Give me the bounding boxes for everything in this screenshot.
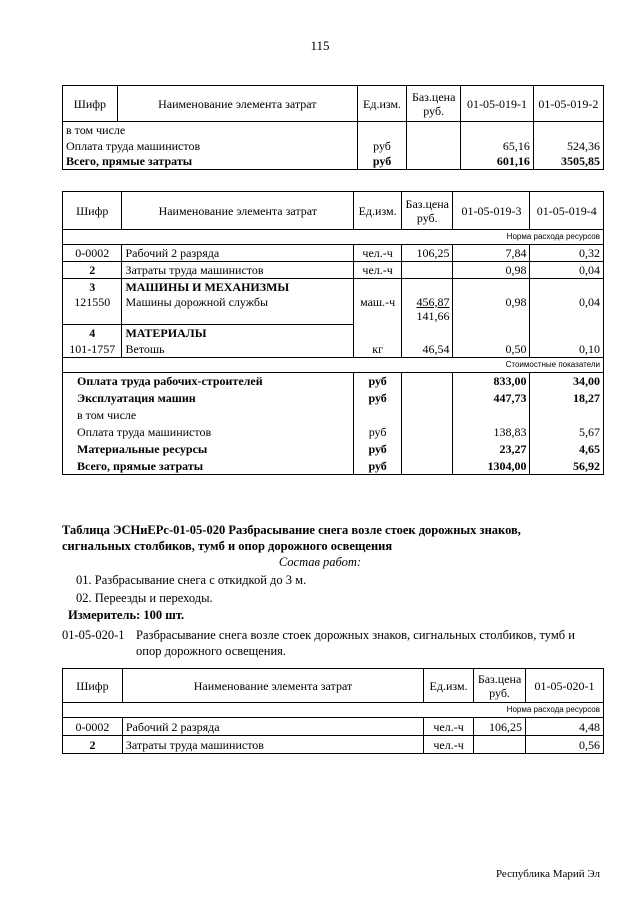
cost-table-3 [62,668,604,754]
footer-region: Республика Марий Эл [495,868,600,880]
table-row: Материальные ресурсы руб 23,27 4,65 [63,441,604,458]
table-row: Оплата труда рабочих-строителей руб 833,00 34,00 [63,373,604,390]
item-description-line1: Разбрасывание снега возле стоек дорожных знаков, сигнальных столбиков, тумб и [136,628,575,642]
table-row: 2 Затраты труда машинистов чел.-ч 0,56 [63,736,604,754]
table-row: 0-0002 Рабочий 2 разряда чел.-ч 106,25 4,48 [63,718,604,736]
table-row: 2 Затраты труда машинистов чел.-ч 0,98 0,04 [63,262,604,279]
section-row: 4 МАТЕРИАЛЫ [63,325,604,341]
table-row: Эксплуатация машин руб 447,73 18,27 [63,390,604,407]
cost-table-2 [62,191,604,475]
header-code: Шифр [63,192,122,230]
header-name: Наименование элемента затрат [117,86,357,122]
header-unit: Ед.изм. [354,192,402,230]
section-title-line2: сигнальных столбиков, тумб и опор дорожного освещения [62,539,393,553]
table-row: 0-0002 Рабочий 2 разряда чел.-ч 106,25 7,84 0,32 [63,245,604,262]
header-col-b: 01-05-019-2 [533,86,603,122]
machine-price-labor: 141,66 [416,308,450,323]
item-code: 01-05-020-1 [62,628,125,642]
cost-label: Стоимостные показатели [63,358,604,373]
header-col-a: 01-05-019-1 [461,86,534,122]
table-row: Оплата труда машинистов руб 138,83 5,67 [63,424,604,441]
table-row: Всего, прямые затраты руб 1304,00 56,92 [63,458,604,475]
machine-price-total: 456,87 [416,294,450,309]
table-row: Оплата труда машинистов руб 65,16 524,36 [63,138,604,154]
work-item-1: 01. Разбрасывание снега с откидкой до 3 м. [76,573,307,587]
cost-table-1 [62,85,604,170]
header-name: Наименование элемента затрат [122,192,354,230]
norm-label: Норма расхода ресурсов [63,230,604,245]
table-row: в том числе [63,407,604,424]
page-number: 115 [310,38,330,53]
section-row: 3 МАШИНЫ И МЕХАНИЗМЫ [63,279,604,295]
header-code: Шифр [63,669,123,703]
table-row: 121550 Машины дорожной службы маш.-ч 456,87 141,66 0,98 0,04 [63,295,604,325]
header-code: Шифр [63,86,118,122]
header-unit: Ед.изм. [424,669,474,703]
section-title-line1: Таблица ЭСНиЕРс-01-05-020 Разбрасывание снега возле стоек дорожных знаков, [62,523,521,537]
header-price: Баз.цена руб. [402,192,453,230]
header-col-a: 01-05-020-1 [526,669,604,703]
item-description-line2: опор дорожного освещения. [136,644,287,658]
measure-unit: Измеритель: 100 шт. [68,608,185,622]
header-col-a: 01-05-019-3 [453,192,530,230]
table-row: Всего, прямые затраты руб 601,16 3505,85 [63,154,604,170]
work-composition-heading: Состав работ: [278,555,362,569]
norm-label: Норма расхода ресурсов [63,703,604,718]
table-row: в том числе [63,122,604,138]
work-item-2: 02. Переезды и переходы. [76,591,213,605]
header-price: Баз.цена руб. [474,669,526,703]
header-name: Наименование элемента затрат [122,669,423,703]
header-price: Баз.цена руб. [407,86,461,122]
header-col-b: 01-05-019-4 [530,192,604,230]
table-row: 101-1757 Ветошь кг 46,54 0,50 0,10 [63,341,604,358]
header-unit: Ед.изм. [357,86,406,122]
